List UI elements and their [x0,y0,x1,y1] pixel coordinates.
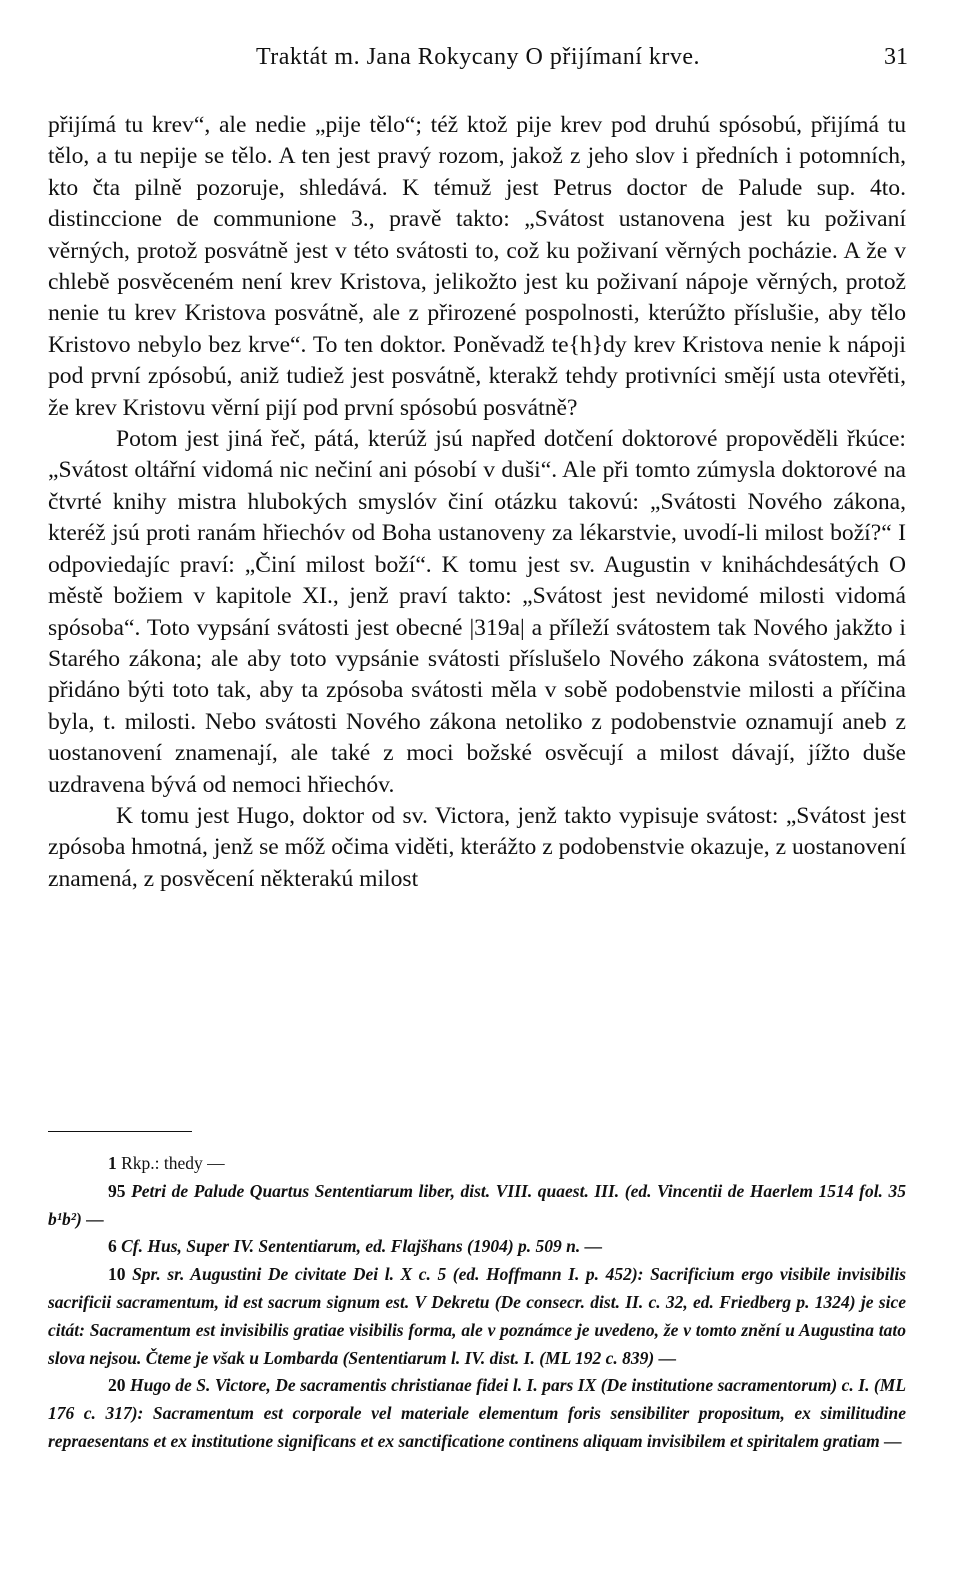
running-title: Traktát m. Jana Rokycany O přijímaní krve. [255,44,701,70]
footnote-number: 10 [108,1264,126,1285]
footnote-number: 1 [108,1153,117,1173]
paragraph: Potom jest jiná řeč, pátá, kterúž jsú napřed dotčení doktorové propověděli řkúce: „Svátost oltářní vidomá nic nečiní ani pósobí v duši“. Ale při tomto zúmysla doktorové na čtvrté knihy mistra hlubokých smyslóv činí otázku takovú: „Svátosti Nového zákona, kteréž jsú proti ranám hřiechóv od Boha ustanoveny za lékarstvie, uvodí-li milost boží?“ I odpoviedajíc praví: „Činí milost boží“. K tomu jest sv. Augustin v kniháchdesátých O městě božiem v kapitole XI., jenž praví takto: „Svátost jest nevidomé milosti vidomá spósoba“. Toto vypsání svátosti jest obecné |319a| a příleží svátostem tak Nového jakžto i Starého zákona; ale aby toto vypsánie svátosti příslušelo Nového zákona svátostem, má přidáno býti toto tak, aby ta zpósoba svátosti měla v sobě podobenstvie milosti a příčina byla, t. milosti. Nebo svátosti Nového zákona netoliko z podobenstvie oznamují aneb z uostanovení znamenají, ale také z moci božské osvěcují a milost dávají, jížto duše uzdravena bývá od nemoci hřiechóv. [48,426,906,798]
footnote [48,1178,906,1234]
paragraph: K tomu jest Hugo, doktor od sv. Victora, jenž takto vypisuje svátost: „Svátost jest zpósoba hmotná, jenž se mőž očima viděti, kterážto z podobenstvie okazuje, z uostanovení znamená, z posvěcení některakú milost [48,802,906,892]
footnote [48,1233,906,1261]
footnote-divider [48,1131,192,1132]
page-number: 31 [884,44,908,70]
footnote-number: 6 [108,1236,117,1257]
footnote [48,1372,906,1455]
main-text [48,110,906,895]
footnotes [48,1150,906,1456]
footnote-text: Rkp.: thedy — [121,1153,225,1173]
footnote [48,1261,906,1372]
paragraph: přijímá tu krev“, ale nedie „pije tělo“; též ktož pije krev pod druhú spósobú, přijímá tu tělo, a tu nepije se tělo. A ten jest pravý rozom, jakož z jeho slov i předních i potomních, kto čta pilně pozoruje, shledává. K témuž jest Petrus doctor de Palude sup. 4to. distinccione de communione 3., pravě takto: „Svátost ustanovena jest ku poživaní věrných, protož posvátně jest v této svátosti to, což ku poživaní věrných pocházie. A že v chlebě posvěceném není krev Kristova, jelikožto jest ku poživaní nápoje věrných, protož nenie tu krev Kristova posvátně, ale z přirozené pospolnosti, kterúžto příslušie, aby tělo Kristovo nebylo bez krve“. To ten doktor. Poněvadž te{h}dy krev Kristova nenie k nápoji pod první zpósobú, aniž tudiež jest posvátně, kterakž tehdy protivníci smějí usta otevřěti, že krev Kristovu věrní pijí pod první spósobú posvátně? [48,112,906,421]
footnote [48,1150,906,1178]
footnote-text: Hugo de S. Victore, De sacramentis christianae fidei l. I. pars IX (De institutione sacramentorum) c. I. (ML 176 c. 317): Sacramentum est corporale vel materiale elementum foris sensibiliter propositum, ex similitudine repraesentans et ex institutione significans et ex sanctificatione continens aliquam invisibilem et spiritalem gratiam — [48,1375,907,1451]
footnote-number: 20 [108,1375,126,1396]
running-header [48,44,908,78]
footnote-text: Petri de Palude Quartus Sententiarum liber, dist. VIII. quaest. III. (ed. Vincentii de Haerlem 1514 fol. 35 b¹b²) — [48,1180,906,1229]
footnote-number: 95 [108,1180,126,1201]
footnote-text: Spr. sr. Augustini De civitate Dei l. X c. 5 (ed. Hoffmann I. p. 452): Sacrificium ergo visibile invisibilis sacrificii sacramentum, id est sacrum signum est. V Dekretu (De consecr. dist. II. c. 32, ed. Friedberg p. 1324) je sice citát: Sacramentum est invisibilis gratiae visibilis forma, ale v poznámce je uvedeno, že v tomto znění u Augustina tato slova nejsou. Čteme je však u Lombarda (Sententiarum l. IV. dist. I. (ML 192 c. 839) — [48,1264,907,1368]
footnote-text: Cf. Hus, Super IV. Sententiarum, ed. Flajšhans (1904) p. 509 n. — [121,1236,603,1257]
